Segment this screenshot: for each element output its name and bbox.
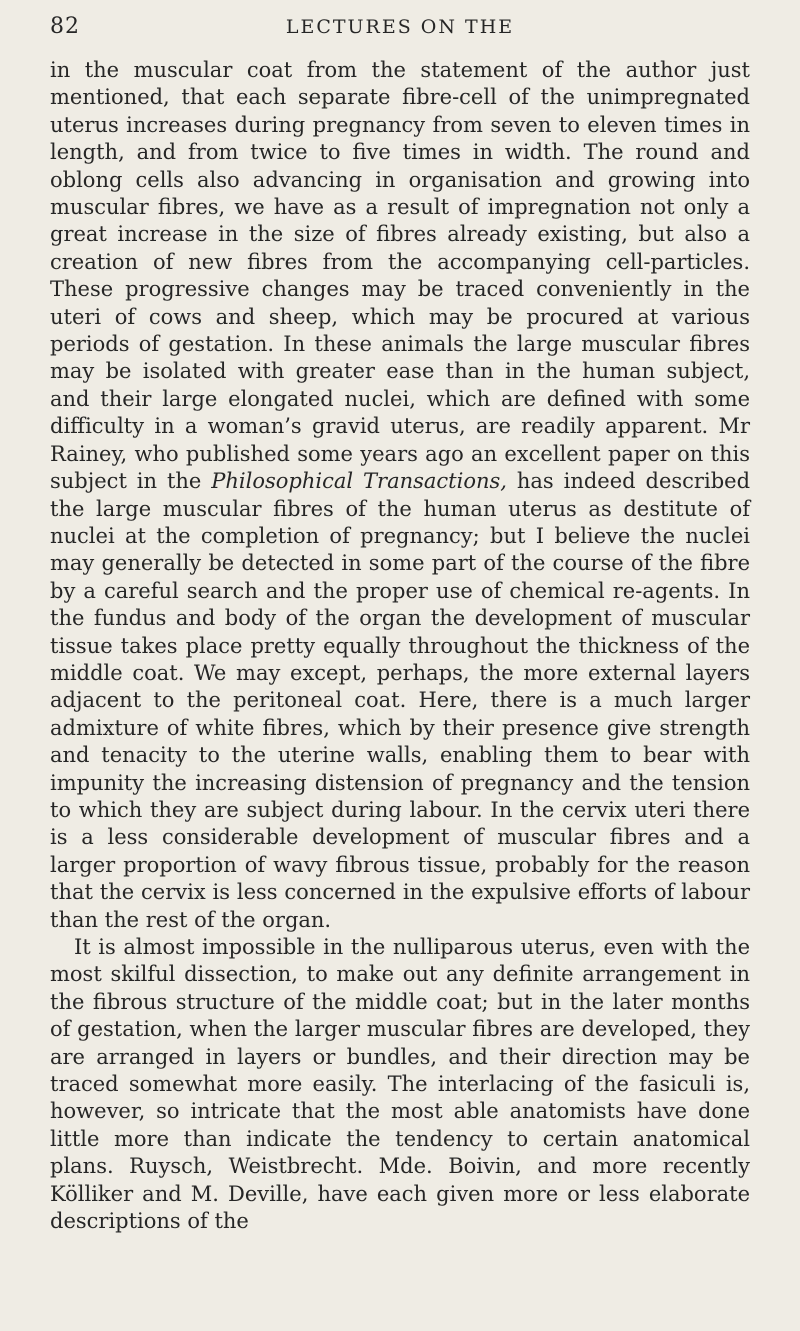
page-number: 82 bbox=[50, 14, 80, 39]
body-text bbox=[50, 57, 750, 1235]
paragraph-1 bbox=[50, 57, 750, 934]
paragraph-2: It is almost impossible in the nulliparous uterus, even with the most skilful dissection, to make out any definite arrangement in the fibrous structure of the middle coat; but in the later months of gestation, when the larger muscular fibres are developed, they are arranged in layers or bundles, and their direction may be traced somewhat more easily. The interlacing of the fasiculi is, however, so intricate that the most able anatomists have done little more than indicate the tendency to certain anatomical plans. Ruysch, Weistbrecht. Mde. Boivin, and more recently Kölliker and M. Deville, have each given more or less elaborate descriptions of the bbox=[50, 935, 750, 1234]
paragraph-1-text-b: has indeed described the large muscular fibres of the human uterus as destitute of nuclei at the completion of pregnancy; but I believe the nuclei may generally be detected in some part of the course of the fibre by a careful search and the proper use of chemical re-agents. In the fundus and body of the organ the development of muscular tissue takes place pretty equally throughout the thickness of the middle coat. We may except, perhaps, the more external layers adjacent to the peritoneal coat. Here, there is a much larger admixture of white fibres, which by their presence give strength and tenacity to the uterine walls, enabling them to bear with impunity the increasing distension of pregnancy and the tension to which they are subject during labour. In the cervix uteri there is a less considerable development of muscular fibres and a larger proportion of wavy fibrous tissue, probably for the reason that the cervix is less concerned in the expulsive efforts of labour than the rest of the organ. bbox=[50, 469, 751, 932]
paragraph-1-text-a: in the muscular coat from the statement of the author just mentioned, that each separate fibre-cell of the unimpregnated uterus increases during pregnancy from seven to eleven times in length, and from twice to five times in width. The round and oblong cells also advancing in organisation and growing into muscular fibres, we have as a result of impregnation not only a great increase in the size of fibres already existing, but also a creation of new fibres from the accompanying cell-particles. These progressive changes may be traced conveniently in the uteri of cows and sheep, which may be procured at various periods of gestation. In these animals the large muscular fibres may be isolated with greater ease than in the human subject, and their large elongated nuclei, which are defined with some difficulty in a woman’s gravid uterus, are readily apparent. Mr Rainey, who published some years ago an excellent paper on this subject in the bbox=[50, 58, 750, 494]
page-header bbox=[50, 14, 750, 42]
running-head: LECTURES ON THE bbox=[285, 16, 515, 38]
journal-title: Philosophical Transactions, bbox=[211, 469, 507, 494]
